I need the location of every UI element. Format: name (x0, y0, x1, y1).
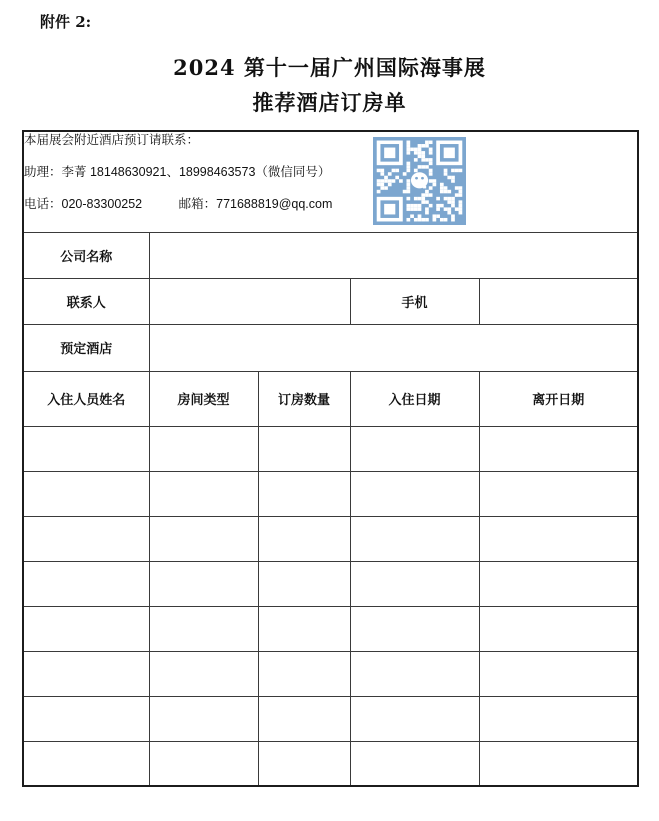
booking-table-header-row (23, 371, 638, 426)
booking-cell-r3c4[interactable] (479, 561, 638, 606)
booking-cell-r6c1[interactable] (149, 696, 258, 741)
wechat-qr-code-icon (373, 137, 466, 225)
booking-cell-r2c3[interactable] (350, 516, 479, 561)
company-name-input[interactable] (149, 232, 638, 278)
booking-row-6 (23, 696, 638, 741)
page-title-line1: 2024 第十一届广州国际海事展 (173, 55, 486, 80)
booking-cell-r6c4[interactable] (479, 696, 638, 741)
booking-cell-r2c4[interactable] (479, 516, 638, 561)
booking-row-7 (23, 741, 638, 786)
booking-cell-r5c0[interactable] (23, 651, 149, 696)
booking-cell-r4c1[interactable] (149, 606, 258, 651)
mobile-label: 手机 (350, 278, 479, 324)
contact-person-input[interactable] (149, 278, 350, 324)
booking-cell-r0c3[interactable] (350, 426, 479, 471)
booking-cell-r5c3[interactable] (350, 651, 479, 696)
booking-cell-r7c0[interactable] (23, 741, 149, 786)
column-header-3: 入住日期 (350, 371, 479, 426)
company-name-row (23, 232, 638, 278)
booking-cell-r1c2[interactable] (258, 471, 350, 516)
booking-cell-r1c0[interactable] (23, 471, 149, 516)
contact-assistant-text: 助理：李菁 18148630921、18998463573（微信同号） (24, 165, 331, 179)
booking-cell-r5c4[interactable] (479, 651, 638, 696)
hotel-input[interactable] (149, 324, 638, 371)
contact-phone-email-line (24, 196, 637, 212)
contact-email-text: 邮箱：771688819@qq.com (178, 197, 333, 211)
column-header-2: 订房数量 (258, 371, 350, 426)
booking-cell-r4c2[interactable] (258, 606, 350, 651)
booking-cell-r2c0[interactable] (23, 516, 149, 561)
hotel-row (23, 324, 638, 371)
contact-phone-text: 电话：020-83300252 (24, 197, 143, 211)
contact-person-label: 联系人 (23, 278, 149, 324)
hotel-label: 预定酒店 (23, 324, 149, 371)
booking-cell-r4c4[interactable] (479, 606, 638, 651)
booking-cell-r4c3[interactable] (350, 606, 479, 651)
booking-cell-r2c1[interactable] (149, 516, 258, 561)
booking-cell-r4c0[interactable] (23, 606, 149, 651)
booking-cell-r7c2[interactable] (258, 741, 350, 786)
company-name-label: 公司名称 (23, 232, 149, 278)
booking-cell-r3c1[interactable] (149, 561, 258, 606)
booking-cell-r7c3[interactable] (350, 741, 479, 786)
booking-cell-r6c3[interactable] (350, 696, 479, 741)
column-header-4: 离开日期 (479, 371, 638, 426)
booking-cell-r0c1[interactable] (149, 426, 258, 471)
booking-row-5 (23, 651, 638, 696)
contact-person-row (23, 278, 638, 324)
mobile-input[interactable] (479, 278, 638, 324)
booking-cell-r1c3[interactable] (350, 471, 479, 516)
page-title-line2: 推荐酒店订房单 (252, 90, 407, 115)
booking-row-0 (23, 426, 638, 471)
booking-row-1 (23, 471, 638, 516)
booking-cell-r5c2[interactable] (258, 651, 350, 696)
booking-row-2 (23, 516, 638, 561)
booking-cell-r6c2[interactable] (258, 696, 350, 741)
booking-cell-r3c0[interactable] (23, 561, 149, 606)
booking-cell-r1c1[interactable] (149, 471, 258, 516)
booking-cell-r0c2[interactable] (258, 426, 350, 471)
booking-cell-r6c0[interactable] (23, 696, 149, 741)
column-header-0: 入住人员姓名 (23, 371, 149, 426)
booking-cell-r3c3[interactable] (350, 561, 479, 606)
booking-cell-r0c0[interactable] (23, 426, 149, 471)
booking-cell-r2c2[interactable] (258, 516, 350, 561)
booking-cell-r7c1[interactable] (149, 741, 258, 786)
booking-cell-r5c1[interactable] (149, 651, 258, 696)
booking-cell-r7c4[interactable] (479, 741, 638, 786)
contact-intro-text: 本届展会附近酒店预订请联系： (24, 133, 200, 147)
booking-cell-r3c2[interactable] (258, 561, 350, 606)
contact-info-cell (23, 131, 638, 232)
attachment-label: 附件 2: (40, 13, 92, 31)
contact-info-row (23, 131, 638, 232)
booking-cell-r0c4[interactable] (479, 426, 638, 471)
column-header-1: 房间类型 (149, 371, 258, 426)
booking-row-3 (23, 561, 638, 606)
hotel-booking-form-table (22, 130, 639, 787)
booking-cell-r1c4[interactable] (479, 471, 638, 516)
booking-row-4 (23, 606, 638, 651)
